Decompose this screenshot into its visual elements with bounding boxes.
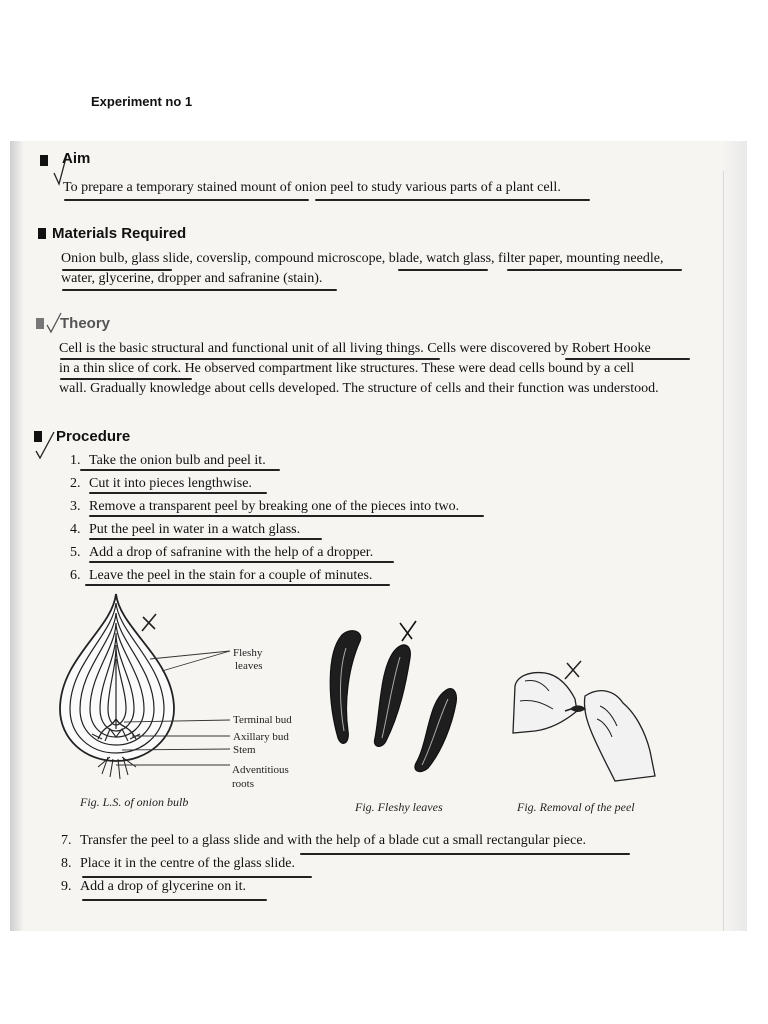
scan-shadow-left — [10, 141, 24, 931]
label-fleshy-leaves-2: leaves — [235, 660, 263, 672]
underline — [60, 378, 192, 380]
procedure-step-9: Add a drop of glycerine on it. — [80, 879, 247, 894]
underline — [64, 199, 309, 201]
procedure-step-4: Put the peel in water in a watch glass. — [89, 522, 301, 537]
label-adventitious-2: roots — [232, 778, 254, 790]
underline — [89, 538, 322, 540]
procedure-step-6: Leave the peel in the stain for a couple of minutes. — [89, 568, 373, 583]
caption-fleshy-leaves: Fig. Fleshy leaves — [355, 800, 443, 814]
caption-peel-removal: Fig. Removal of the peel — [517, 800, 635, 814]
theory-line-3: wall. Gradually knowledge about cells developed. The structure of cells and their function was understood. — [59, 381, 659, 396]
underline — [300, 853, 630, 855]
theory-bullet — [36, 318, 44, 329]
procedure-step-3-num: 3. — [70, 499, 81, 514]
underline — [82, 876, 312, 878]
underline — [89, 561, 394, 563]
label-stem: Stem — [233, 744, 256, 756]
underline — [315, 199, 590, 201]
underline — [398, 269, 488, 271]
procedure-check-icon — [34, 431, 58, 461]
underline — [82, 899, 267, 901]
materials-line-1: Onion bulb, glass slide, coverslip, compound microscope, blade, watch glass, filter paper, mounting needle, — [61, 251, 664, 266]
materials-line-2: water, glycerine, dropper and safranine (stain). — [61, 271, 323, 286]
underline — [60, 358, 440, 360]
materials-bullet — [38, 228, 46, 239]
procedure-step-2-num: 2. — [70, 476, 81, 491]
theory-line-2: in a thin slice of cork. He observed compartment like structures. These were dead cells bound by a cell — [59, 361, 635, 376]
theory-heading: Theory — [60, 315, 111, 332]
label-adventitious-1: Adventitious — [232, 764, 289, 776]
procedure-step-8-num: 8. — [61, 856, 72, 871]
procedure-step-9-num: 9. — [61, 879, 72, 894]
underline — [62, 269, 172, 271]
procedure-heading: Procedure — [56, 428, 131, 445]
aim-heading: Aim — [62, 150, 91, 167]
fleshy-leaves-figure — [320, 613, 470, 778]
onion-bulb-figure — [50, 589, 300, 784]
procedure-step-8: Place it in the centre of the glass slide. — [80, 856, 295, 871]
underline — [80, 469, 280, 471]
procedure-step-5: Add a drop of safranine with the help of a dropper. — [89, 545, 374, 560]
label-fleshy-leaves-1: Fleshy — [233, 647, 263, 659]
theory-line-1: Cell is the basic structural and functional unit of all living things. Cells were discovered by Robert Hooke — [59, 341, 651, 356]
procedure-step-4-num: 4. — [70, 522, 81, 537]
experiment-title: Experiment no 1 — [91, 94, 193, 109]
procedure-step-3: Remove a transparent peel by breaking one of the pieces into two. — [89, 499, 460, 514]
procedure-step-1: Take the onion bulb and peel it. — [89, 453, 266, 468]
aim-text: To prepare a temporary stained mount of onion peel to study various parts of a plant cell. — [63, 180, 561, 195]
underline — [89, 492, 267, 494]
caption-onion-bulb: Fig. L.S. of onion bulb — [80, 795, 189, 809]
label-axillary-bud: Axillary bud — [233, 731, 289, 743]
peel-removal-figure — [505, 651, 665, 786]
procedure-step-1-num: 1. — [70, 453, 81, 468]
procedure-step-6-num: 6. — [70, 568, 81, 583]
underline — [89, 515, 484, 517]
underline — [85, 584, 390, 586]
procedure-step-5-num: 5. — [70, 545, 81, 560]
procedure-step-2: Cut it into pieces lengthwise. — [89, 476, 252, 491]
underline — [62, 289, 337, 291]
procedure-step-7-num: 7. — [61, 833, 72, 848]
procedure-step-7: Transfer the peel to a glass slide and with the help of a blade cut a small rectangular piece. — [80, 833, 587, 848]
scan-page-edge — [723, 171, 724, 931]
scan-shadow-right — [721, 141, 747, 931]
scanned-page — [10, 141, 747, 931]
underline — [565, 358, 690, 360]
label-terminal-bud: Terminal bud — [233, 714, 292, 726]
underline — [507, 269, 682, 271]
aim-bullet — [40, 155, 48, 166]
materials-heading: Materials Required — [52, 225, 187, 242]
